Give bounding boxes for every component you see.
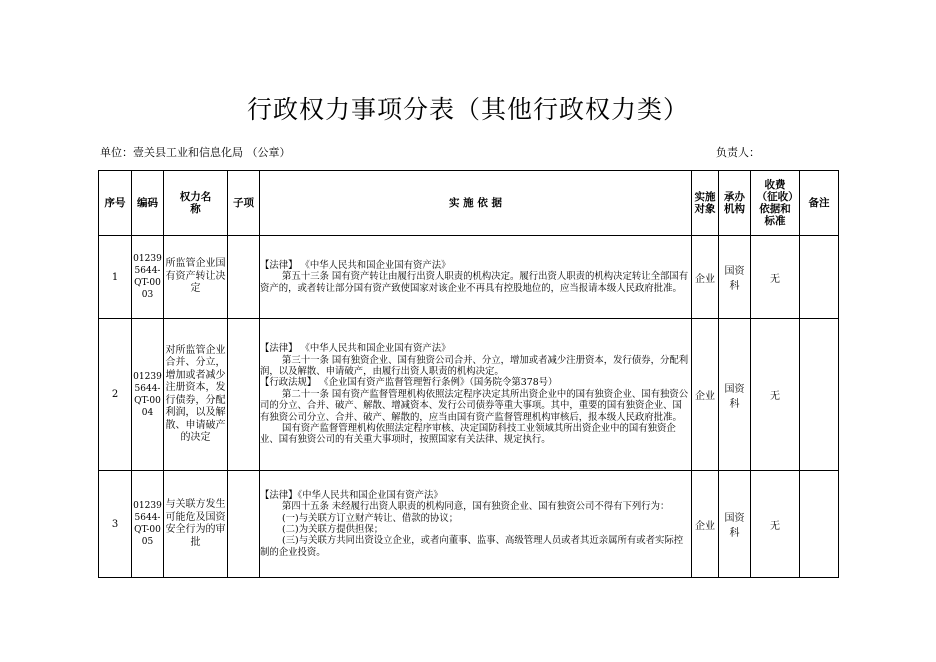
header-seq: 序号 (99, 171, 132, 236)
basis-clause: 第二十一条 国有资产监督管理机构依照法定程序决定其所出资企业中的国有独资企业、国有独资公司的分立、合并、破产、解散、增减资本、发行公司债券等重大事项。其中，重要的国有独资企业、国有独资公司分立、合并、破产、解散的，应当由国有资产监督管理机构审核后，报本级人民政府批准。 (260, 388, 689, 423)
table-row (99, 471, 839, 578)
header-code: 编码 (132, 171, 164, 236)
power-items-table (98, 170, 839, 578)
row-sub (228, 236, 260, 319)
header-name: 权力名称 (164, 171, 228, 236)
basis-item: (三)与关联方共同出资设立企业，或者向董事、监事、高级管理人员或者其近亲属所有或者实际控制的企业投资。 (260, 535, 684, 558)
unit-label: 单位：壹关县工业和信息化局 （公章） (100, 146, 291, 159)
row-basis (260, 471, 692, 578)
row-code: 012395644-QT-0005 (132, 471, 164, 578)
header-dept: 承办机构 (719, 171, 751, 236)
row-fee: 无 (751, 236, 800, 319)
row-seq: 1 (99, 236, 132, 319)
row-target: 企业 (692, 236, 719, 319)
row-note (800, 236, 839, 319)
row-note (800, 471, 839, 578)
basis-law-title: 【法律】 《中华人民共和国企业国有资产法》 (260, 259, 451, 271)
row-fee: 无 (751, 471, 800, 578)
basis-clause: 第五十三条 国有资产转让由履行出资人职责的机构决定。履行出资人职责的机构决定转让全部国有资产的，或者转让部分国有资产致使国家对该企业不再具有控股地位的，应当报请本级人民政府批准。 (260, 271, 689, 294)
row-name: 所监管企业国有资产转让决定 (164, 236, 228, 319)
row-sub (228, 471, 260, 578)
row-target: 企业 (692, 471, 719, 578)
row-name: 与关联方发生可能危及国资安全行为的审批 (164, 471, 228, 578)
row-dept: 国资科 (719, 471, 751, 578)
row-code: 012395644-QT-0004 (132, 319, 164, 471)
basis-law-title: 【法律】《中华人民共和国企业国有资产法》 (260, 489, 443, 501)
row-dept: 国资科 (719, 319, 751, 471)
basis-item: (二)为关联方提供担保； (282, 524, 384, 535)
row-seq: 2 (99, 319, 132, 471)
row-sub (228, 319, 260, 471)
header-sub: 子项 (228, 171, 260, 236)
basis-law-title: 【法律】 《中华人民共和国企业国有资产法》 (260, 343, 451, 355)
row-name: 对所监管企业合并、分立，增加或者减少注册资本，发行债券，分配利润，以及解散、申请破产的决定 (164, 319, 228, 471)
header-basis: 实 施 依 据 (260, 171, 692, 236)
table-row (99, 319, 839, 471)
row-seq: 3 (99, 471, 132, 578)
row-code: 012395644-QT-0003 (132, 236, 164, 319)
basis-clause: 国有资产监督管理机构依照法定程序审核、决定国防科技工业领域其所出资企业中的国有独资企业、国有独资公司的有关重大事项时，按照国家有关法律、规定执行。 (260, 423, 676, 446)
basis-regulation-title: 【行政法规】 《企业国有资产监督管理暂行条例》（国务院令第378号） (260, 377, 558, 389)
table-header-row (99, 171, 839, 236)
basis-item: (一)与关联方订立财产转让、借款的协议； (282, 512, 459, 524)
document-title: 行政权力事项分表（其他行政权力类） (246, 95, 689, 124)
row-note (800, 319, 839, 471)
row-dept: 国资科 (719, 236, 751, 319)
owner-label: 负责人： (716, 146, 760, 159)
basis-clause: 第四十五条 未经履行出资人职责的机构同意，国有独资企业、国有独资公司不得有下列行为： (282, 501, 670, 513)
row-target: 企业 (692, 319, 719, 471)
basis-clause: 第三十一条 国有独资企业、国有独资公司合并、分立，增加或者减少注册资本，发行债券，分配利润，以及解散、申请破产，由履行出资人职责的机构决定。 (260, 354, 689, 377)
row-basis (260, 236, 692, 319)
row-basis (260, 319, 692, 471)
header-note: 备注 (800, 171, 839, 236)
header-target: 实施对象 (692, 171, 719, 236)
row-fee: 无 (751, 319, 800, 471)
table-row (99, 236, 839, 319)
header-fee: 收费（征收）依据和标准 (751, 171, 800, 236)
